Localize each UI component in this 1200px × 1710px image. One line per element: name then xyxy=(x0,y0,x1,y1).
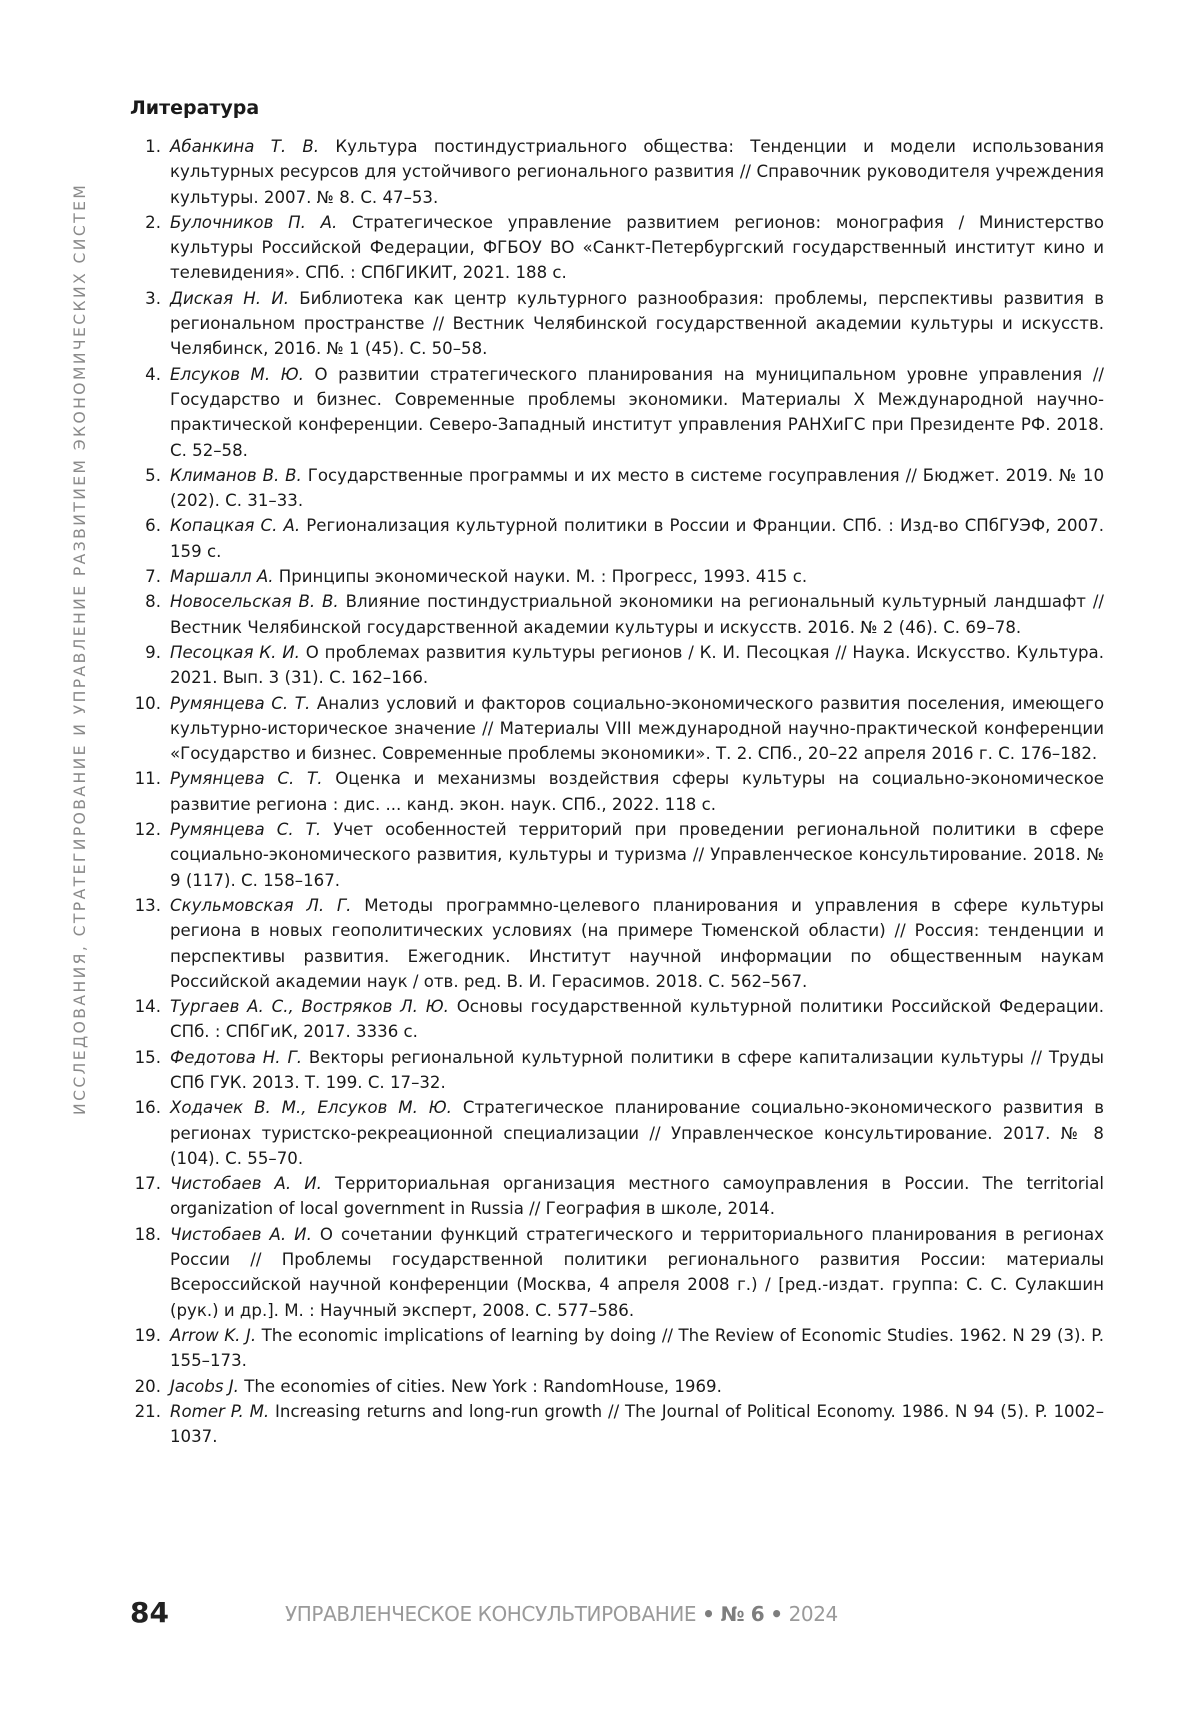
reference-author: Климанов В. В. xyxy=(170,466,302,485)
reference-author: Скульмовская Л. Г. xyxy=(170,896,351,915)
reference-text xyxy=(170,564,1104,589)
reference-details: The economies of cities. New York : RandomHouse, 1969. xyxy=(239,1377,722,1396)
reference-item xyxy=(130,691,1104,767)
separator-dot: • xyxy=(770,1602,782,1626)
reference-number: 10. xyxy=(130,691,170,767)
reference-item xyxy=(130,463,1104,514)
reference-details: Стратегическое планирование социально-экономического развития в регионах туристско-рекреационной специализации // Управленческое консультирование. 2017. № 8 (104). С. 55–70. xyxy=(170,1098,1104,1168)
reference-item xyxy=(130,893,1104,994)
reference-item xyxy=(130,1323,1104,1374)
reference-author: Новосельская В. В. xyxy=(170,592,339,611)
reference-number: 19. xyxy=(130,1323,170,1374)
reference-number: 12. xyxy=(130,817,170,893)
reference-number: 8. xyxy=(130,589,170,640)
reference-item xyxy=(130,362,1104,463)
reference-details: Библиотека как центр культурного разнообразия: проблемы, перспективы развития в региональном пространстве // Вестник Челябинской государственной академии культуры и искусств. Челябинск, 2016. № 1 (45). С. 50–58. xyxy=(170,289,1104,359)
reference-item xyxy=(130,817,1104,893)
reference-number: 1. xyxy=(130,134,170,210)
reference-details: Регионализация культурной политики в России и Франции. СПб. : Изд-во СПбГУЭФ, 2007. 159 с. xyxy=(170,516,1104,560)
reference-text xyxy=(170,1222,1104,1323)
reference-author: Маршалл А. xyxy=(170,567,273,586)
journal-name: УПРАВЛЕНЧЕСКОЕ КОНСУЛЬТИРОВАНИЕ xyxy=(285,1602,696,1626)
reference-item xyxy=(130,640,1104,691)
reference-details: Основы государственной культурной политики Российской Федерации. СПб. : СПбГиК, 2017. 3336 с. xyxy=(170,997,1104,1041)
reference-item xyxy=(130,1399,1104,1450)
reference-author: Чистобаев А. И. xyxy=(170,1225,312,1244)
reference-number: 15. xyxy=(130,1045,170,1096)
reference-text xyxy=(170,766,1104,817)
reference-details: Территориальная организация местного самоуправления в России. The territorial organization of local government in Russia // География в школе, 2014. xyxy=(170,1174,1104,1218)
reference-number: 16. xyxy=(130,1095,170,1171)
references-list xyxy=(130,134,1104,1449)
reference-item xyxy=(130,1374,1104,1399)
reference-author: Диская Н. И. xyxy=(170,289,289,308)
reference-author: Копацкая С. А. xyxy=(170,516,300,535)
reference-text xyxy=(170,1095,1104,1171)
reference-details: Влияние постиндустриальной экономики на региональный культурный ландшафт // Вестник Челябинской государственной академии культуры и искусств. 2016. № 2 (46). С. 69–78. xyxy=(170,592,1104,636)
reference-details: Стратегическое управление развитием регионов: монография / Министерство культуры Российской Федерации, ФГБОУ ВО «Санкт-Петербургский государственный институт кино и телевидения». СПб. : СПбГИКИТ, 2021. 188 с. xyxy=(170,213,1104,283)
reference-number: 17. xyxy=(130,1171,170,1222)
reference-author: Румянцева С. Т. xyxy=(170,820,321,839)
reference-text xyxy=(170,1323,1104,1374)
reference-number: 20. xyxy=(130,1374,170,1399)
reference-author: Федотова Н. Г. xyxy=(170,1048,302,1067)
reference-text xyxy=(170,513,1104,564)
reference-details: Учет особенностей территорий при проведении региональной политики в сфере социально-экономического развития, культуры и туризма // Управленческое консультирование. 2018. № 9 (117). С. 158–167. xyxy=(170,820,1104,890)
separator-dot: • xyxy=(702,1602,714,1626)
reference-text xyxy=(170,893,1104,994)
reference-number: 6. xyxy=(130,513,170,564)
reference-details: Векторы региональной культурной политики в сфере капитализации культуры // Труды СПб ГУК. 2013. Т. 199. С. 17–32. xyxy=(170,1048,1104,1092)
journal-issue: № 6 xyxy=(721,1602,765,1626)
reference-details: Государственные программы и их место в системе госуправления // Бюджет. 2019. № 10 (202). С. 31–33. xyxy=(170,466,1104,510)
reference-author: Ходачек В. М., Елсуков М. Ю. xyxy=(170,1098,452,1117)
reference-item xyxy=(130,564,1104,589)
reference-author: Romer P. M. xyxy=(170,1402,269,1421)
page-number: 84 xyxy=(130,1595,169,1631)
journal-year: 2024 xyxy=(789,1602,838,1626)
reference-details: Оценка и механизмы воздействия сферы культуры на социально-экономическое развитие региона : дис. ... канд. экон. наук. СПб., 2022. 118 с. xyxy=(170,769,1104,813)
reference-item xyxy=(130,589,1104,640)
reference-text xyxy=(170,134,1104,210)
reference-number: 13. xyxy=(130,893,170,994)
reference-details: Increasing returns and long-run growth // The Journal of Political Economy. 1986. N 94 (5). P. 1002–1037. xyxy=(170,1402,1104,1446)
reference-author: Румянцева С. Т. xyxy=(170,694,310,713)
reference-text xyxy=(170,286,1104,362)
reference-item xyxy=(130,1171,1104,1222)
reference-text xyxy=(170,1399,1104,1450)
reference-number: 9. xyxy=(130,640,170,691)
reference-number: 7. xyxy=(130,564,170,589)
reference-text xyxy=(170,1045,1104,1096)
reference-text xyxy=(170,1374,1104,1399)
reference-author: Елсуков М. Ю. xyxy=(170,365,304,384)
reference-item xyxy=(130,994,1104,1045)
reference-text xyxy=(170,589,1104,640)
reference-item xyxy=(130,1095,1104,1171)
reference-text xyxy=(170,1171,1104,1222)
reference-details: Анализ условий и факторов социально-экономического развития поселения, имеющего культурно-историческое значение // Материалы VIII международной научно-практической конференции «Государство и бизнес. Современные проблемы экономики». Т. 2. СПб., 20–22 апреля 2016 г. С. 176–182. xyxy=(170,694,1104,764)
reference-number: 3. xyxy=(130,286,170,362)
reference-number: 2. xyxy=(130,210,170,286)
reference-item xyxy=(130,210,1104,286)
reference-details: Культура постиндустриального общества: Тенденции и модели использования культурных ресурсов для устойчивого регионального развития // Справочник руководителя учреждения культуры. 2007. № 8. С. 47–53. xyxy=(170,137,1104,207)
running-section-title: ИССЛЕДОВАНИЯ, СТРАТЕГИРОВАНИЕ И УПРАВЛЕНИЕ РАЗВИТИЕМ ЭКОНОМИЧЕСКИХ СИСТЕМ xyxy=(68,95,92,1115)
reference-text xyxy=(170,640,1104,691)
page-footer xyxy=(130,1595,1104,1635)
reference-text xyxy=(170,210,1104,286)
reference-author: Абанкина Т. В. xyxy=(170,137,319,156)
reference-text xyxy=(170,362,1104,463)
reference-text xyxy=(170,463,1104,514)
reference-text xyxy=(170,994,1104,1045)
reference-details: Принципы экономической науки. М. : Прогресс, 1993. 415 с. xyxy=(273,567,807,586)
reference-author: Румянцева С. Т. xyxy=(170,769,322,788)
reference-item xyxy=(130,513,1104,564)
references-heading: Литература xyxy=(130,96,1104,120)
reference-author: Булочников П. А. xyxy=(170,213,337,232)
reference-item xyxy=(130,766,1104,817)
reference-author: Чистобаев А. И. xyxy=(170,1174,322,1193)
reference-details: Методы программно-целевого планирования и управления в сфере культуры региона в новых геополитических условиях (на примере Тюменской области) // Россия: тенденции и перспективы развития. Ежегодник. Институт научной информации по общественным наукам Российской академии наук / отв. ред. В. И. Герасимов. 2018. С. 562–567. xyxy=(170,896,1104,991)
reference-item xyxy=(130,1045,1104,1096)
reference-number: 21. xyxy=(130,1399,170,1450)
reference-item xyxy=(130,1222,1104,1323)
reference-author: Arrow K. J. xyxy=(170,1326,256,1345)
reference-text xyxy=(170,691,1104,767)
references-section xyxy=(130,96,1104,1449)
reference-author: Тургаев А. С., Востряков Л. Ю. xyxy=(170,997,449,1016)
reference-author: Jacobs J. xyxy=(170,1377,239,1396)
reference-item xyxy=(130,286,1104,362)
reference-details: О сочетании функций стратегического и территориального планирования в регионах России // Проблемы государственной политики регионального развития России: материалы Всероссийской научной конференции (Москва, 4 апреля 2008 г.) / [ред.-издат. группа: С. С. Сулакшин (рук.) и др.]. М. : Научный эксперт, 2008. С. 577–586. xyxy=(170,1225,1104,1320)
journal-title xyxy=(285,1599,838,1629)
reference-author: Песоцкая К. И. xyxy=(170,643,300,662)
reference-number: 14. xyxy=(130,994,170,1045)
reference-item xyxy=(130,134,1104,210)
reference-details: The economic implications of learning by doing // The Review of Economic Studies. 1962. N 29 (3). P. 155–173. xyxy=(170,1326,1104,1370)
reference-details: О развитии стратегического планирования на муниципальном уровне управления // Государство и бизнес. Современные проблемы экономики. Материалы X Международной научно-практической конференции. Северо-Западный институт управления РАНХиГС при Президенте РФ. 2018. С. 52–58. xyxy=(170,365,1104,460)
reference-number: 18. xyxy=(130,1222,170,1323)
reference-number: 4. xyxy=(130,362,170,463)
reference-number: 11. xyxy=(130,766,170,817)
reference-details: О проблемах развития культуры регионов / К. И. Песоцкая // Наука. Искусство. Культура. 2021. Вып. 3 (31). С. 162–166. xyxy=(170,643,1104,687)
reference-text xyxy=(170,817,1104,893)
reference-number: 5. xyxy=(130,463,170,514)
